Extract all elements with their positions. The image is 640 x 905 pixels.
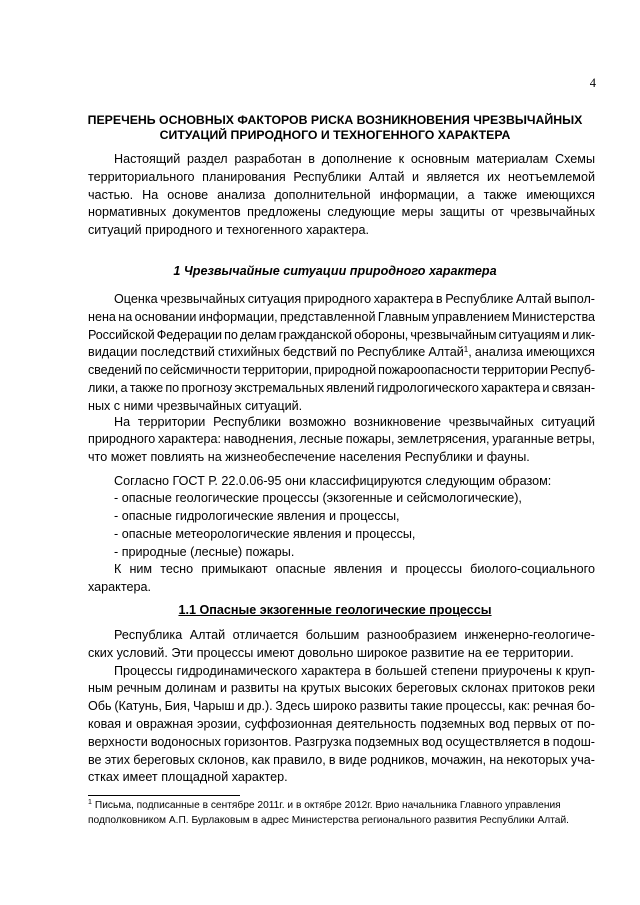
subsection-heading: 1.1 Опасные экзогенные геологические процессы [178,603,492,617]
paragraph-line: стках имеет площадной характер. [88,770,288,785]
paragraph-line: территориального планирования Республики Алтай и является их неотъемлемой [88,169,595,184]
paragraph-line: ным речным долинам и развиты на крутых высоких береговых склонах притоков реки [88,681,595,696]
paragraph-line: лики, а также по прогнозу экстремальных явлений гидрологического характера и связан- [88,380,595,395]
geology-paragraphs [88,627,595,787]
line-text: , анализа имеющихся [468,345,595,360]
paragraph-line: характера. [88,580,151,595]
paragraph-line: Обь (Катунь, Бия, Чарыш и др.). Здесь широко развиты такие процессы, как: речная бо- [88,699,595,714]
paragraph-line: что может повлиять на жизнеобеспечение населения Республики и фауны. [88,450,530,465]
paragraph-line: Российской Федерации по делам гражданской обороны, чрезвычайным ситуациям и лик- [88,327,595,342]
title-line: СИТУАЦИЙ ПРИРОДНОГО И ТЕХНОГЕННОГО ХАРАКТЕРА [159,128,511,142]
line-text: видации последствий стихийных бедствий по Республике Алтай [88,345,464,360]
paragraph-line: верхности водоносных горизонтов. Разгрузка подземных вод осуществляется в подош- [88,734,595,749]
paragraph-line: ситуаций природного и техногенного характера. [88,223,370,238]
paragraph-line: природного характера: наводнения, лесные пожары, землетрясения, ураганные ветры, [88,432,595,447]
footnote-text: Письма, подписанные в сентябре 2011г. и в октябре 2012г. Врио начальника Главного управления [94,800,561,811]
footnote-line [88,799,618,814]
assessment-paragraph [88,291,595,416]
paragraph-line: Оценка чрезвычайных ситуация природного характера в Республике Алтай выпол- [114,292,595,306]
section-heading: 1 Чрезвычайные ситуации природного характера [173,264,497,278]
footnote-line: подполковником А.П. Бурлаковым в адрес Министерства регионального развития Республики Алтай. [88,814,569,826]
footnote-reference: 1 [463,345,469,355]
footnote-marker: 1 [88,799,92,806]
paragraph-line: нена на основании информации, представленной Главным управлением Министерства [88,309,595,324]
paragraph-line: Процессы гидродинамического характера в большей степени приурочены к круп- [114,663,595,678]
list-item: - опасные геологические процессы (экзогенные и сейсмологические), [114,491,522,506]
paragraph-line: ных с ними чрезвычайных ситуаций. [88,398,303,413]
footnote [88,799,618,828]
paragraph-line [88,344,595,362]
paragraph-line: ве этих береговых склонов, как правило, в виде родников, мочажин, на некоторых уча- [88,752,595,767]
list-item: - природные (лесные) пожары. [114,544,295,559]
paragraph-line: К ним тесно примыкают опасные явления и процессы биолого-социального [114,562,595,577]
paragraph-line: Согласно ГОСТ Р. 22.0.06-95 они классифицируются следующим образом: [114,473,552,488]
document-title [60,113,610,143]
paragraph-line: частью. На основе анализа дополнительной информации, а также имеющихся [88,187,595,202]
footnote-separator [88,795,240,796]
paragraph-line: На территории Республики возможно возникновение чрезвычайных ситуаций [114,414,595,429]
paragraph-line: сведений по сейсмичности территории, природной пожароопасности территории Респуб- [88,363,595,378]
paragraph-line: ских условий. Эти процессы имеют довольно широкое развитие на ее территории. [88,645,574,660]
intro-paragraph [88,151,595,240]
paragraph-line: нормативных документов предложены следующие меры защиты от чрезвычайных [88,205,595,220]
possible-emergencies-paragraph [88,414,595,467]
paragraph-line: Республика Алтай отличается большим разнообразием инженерно-геологиче- [114,628,595,642]
page-number: 4 [589,76,596,90]
paragraph-line: ковая и овражная эрозии, суффозионная деятельность подземных вод первых от по- [88,716,595,731]
paragraph-line: Настоящий раздел разработан в дополнение к основным материалам Схемы [114,152,595,166]
title-line: ПЕРЕЧЕНЬ ОСНОВНЫХ ФАКТОРОВ РИСКА ВОЗНИКНОВЕНИЯ ЧРЕЗВЫЧАЙНЫХ [87,113,583,127]
list-item: - опасные гидрологические явления и процессы, [114,509,400,524]
list-item: - опасные метеорологические явления и процессы, [114,526,416,541]
classification-paragraph [88,473,595,598]
